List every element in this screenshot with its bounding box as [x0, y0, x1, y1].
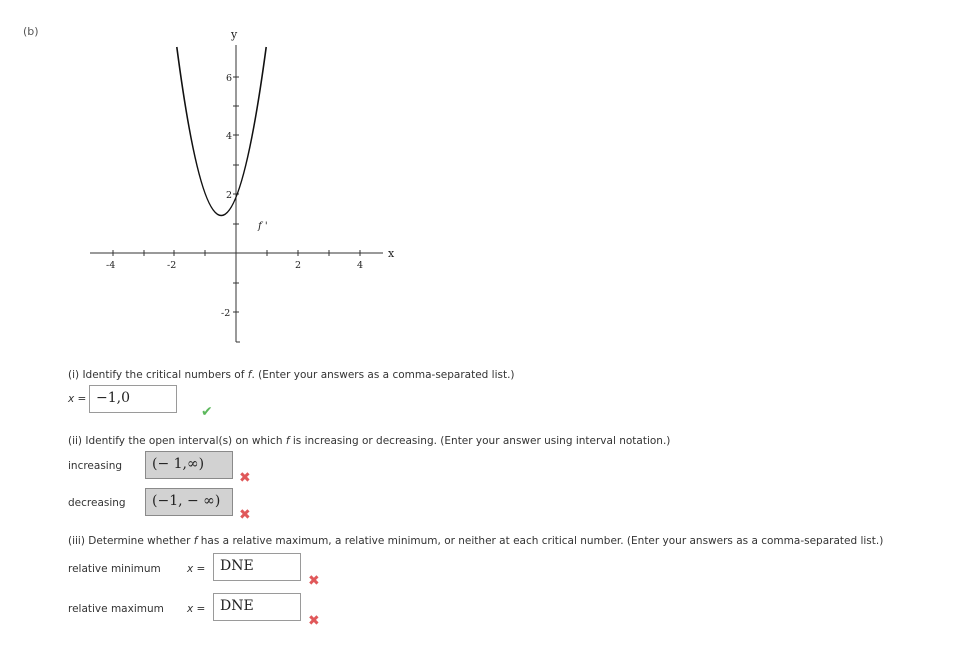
derivative-graph	[0, 0, 420, 350]
y-tick-label: 4	[226, 131, 233, 142]
increasing-label: increasing	[68, 460, 123, 472]
decreasing-label: decreasing	[68, 497, 126, 509]
x-tick-label: -4	[106, 260, 116, 271]
decreasing-answer-field[interactable]: (−1, − ∞)	[145, 488, 233, 516]
check-icon: ✔	[201, 404, 213, 420]
relative-minimum-label: relative minimum	[68, 563, 161, 575]
increasing-answer-field[interactable]: (− 1,∞)	[145, 451, 233, 479]
x-mark-icon: ✖	[308, 613, 320, 629]
q3-prompt: (iii) Determine whether f has a relative maximum, a relative minimum, or neither at each critical number. (Enter your answers as a comma-separated list.)	[68, 535, 884, 547]
x-mark-icon: ✖	[239, 507, 251, 523]
y-tick-label: 2	[226, 190, 233, 201]
relative-maximum-field[interactable]: DNE	[213, 593, 301, 621]
y-tick-label: 6	[226, 73, 233, 84]
x-axis-label: x	[388, 247, 395, 260]
f-prime-curve	[177, 47, 266, 216]
y-tick-label: -2	[221, 308, 231, 319]
q1-var-label: x =	[68, 393, 87, 405]
x-tick-label: -2	[167, 260, 177, 271]
q1-answer-field[interactable]: −1,0	[89, 385, 177, 413]
x-tick-label: 4	[357, 260, 364, 271]
y-axis-label: y	[231, 28, 238, 41]
max-var-label: x =	[187, 603, 206, 615]
relative-maximum-label: relative maximum	[68, 603, 164, 615]
part-label: (b)	[23, 25, 39, 38]
x-mark-icon: ✖	[239, 470, 251, 486]
min-var-label: x =	[187, 563, 206, 575]
curve-label: f '	[258, 221, 268, 232]
q1-prompt: (i) Identify the critical numbers of f. (Enter your answers as a comma-separated list.)	[68, 369, 515, 381]
relative-minimum-field[interactable]: DNE	[213, 553, 301, 581]
q2-prompt: (ii) Identify the open interval(s) on which f is increasing or decreasing. (Enter your answer using interval notation.)	[68, 435, 671, 447]
x-mark-icon: ✖	[308, 573, 320, 589]
x-tick-label: 2	[295, 260, 302, 271]
